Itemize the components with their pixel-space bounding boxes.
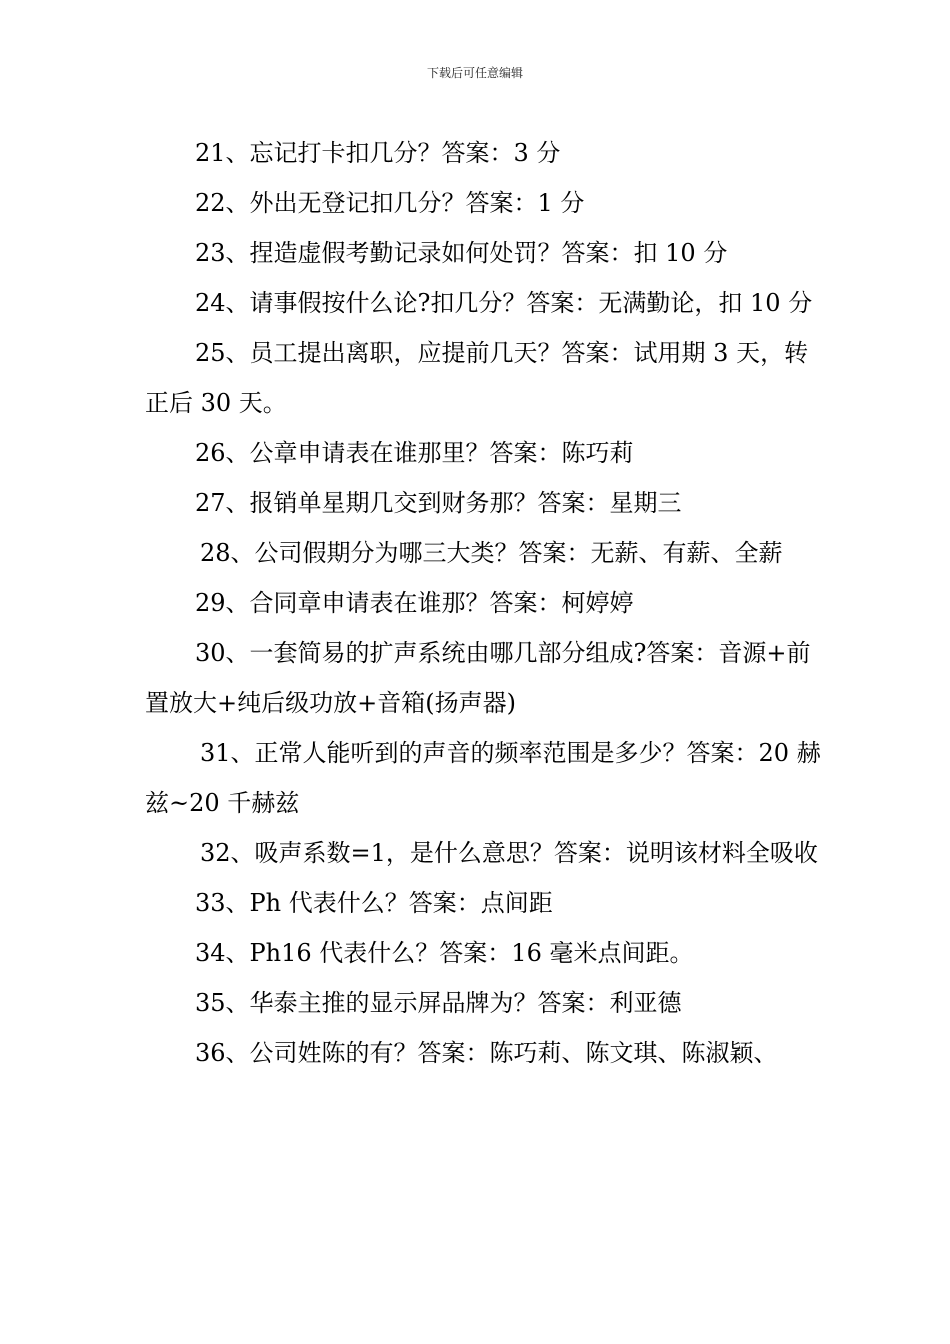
document-body (145, 128, 825, 1078)
qa-item-25: 25、员工提出离职，应提前几天？答案：试用期 3 天，转正后 30 天。 (145, 339, 809, 417)
qa-item-21: 21、忘记打卡扣几分？答案：3 分 (195, 139, 561, 167)
qa-item-24: 24、请事假按什么论?扣几分？答案：无满勤论，扣 10 分 (195, 289, 813, 317)
qa-item-31: 31、正常人能听到的声音的频率范围是多少？答案：20 赫兹~20 千赫兹 (145, 739, 821, 817)
qa-item-35: 35、华泰主推的显示屏品牌为？答案：利亚德 (195, 989, 682, 1017)
qa-item-27: 27、报销单星期几交到财务那？答案：星期三 (195, 489, 682, 517)
qa-item-33: 33、Ph 代表什么？答案：点间距 (195, 889, 553, 917)
qa-item-34: 34、Ph16 代表什么？答案：16 毫米点间距。 (195, 939, 694, 967)
qa-item-32: 32、吸声系数=1，是什么意思？答案：说明该材料全吸收 (200, 839, 818, 867)
qa-item-22: 22、外出无登记扣几分？答案：1 分 (195, 189, 585, 217)
qa-item-36: 36、公司姓陈的有？答案：陈巧莉、陈文琪、陈淑颖、 (195, 1039, 778, 1067)
qa-item-23: 23、捏造虚假考勤记录如何处罚？答案：扣 10 分 (195, 239, 728, 267)
qa-item-28: 28、公司假期分为哪三大类？答案：无薪、有薪、全薪 (200, 539, 783, 567)
page-header: 下载后可任意编辑 (426, 66, 523, 80)
qa-item-26: 26、公章申请表在谁那里？答案：陈巧莉 (195, 439, 634, 467)
qa-item-29: 29、合同章申请表在谁那？答案：柯婷婷 (195, 589, 634, 617)
qa-item-30: 30、一套简易的扩声系统由哪几部分组成?答案：音源+前置放大+纯后级功放+音箱(扬声器) (145, 639, 811, 717)
